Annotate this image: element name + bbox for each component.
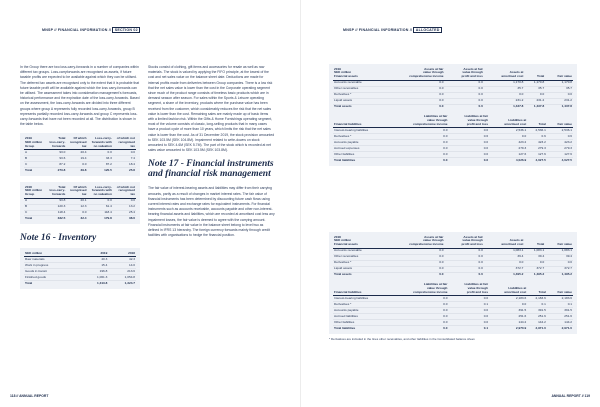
table-cell: 7.4 — [113, 156, 136, 162]
table-cell: 20.4 — [66, 150, 87, 156]
row-label: A — [24, 150, 46, 156]
table-cell: 273.8 — [57, 167, 66, 172]
column-header: Loss-carry- forwards with no valuation — [88, 136, 113, 149]
table-cell: 0.0 — [445, 266, 484, 272]
table-cell: 0.6 — [527, 134, 547, 140]
table-cell: 61.4 — [88, 204, 113, 210]
table-cell: 120.5 — [104, 167, 112, 172]
table-cell: 0.0 — [391, 134, 449, 140]
table-cell: 1,083.1 — [484, 248, 525, 254]
table-cell: 0.0 — [443, 325, 448, 330]
row-label: Interest-bearing liabilities — [333, 128, 391, 134]
table-cell: 0.0 — [383, 260, 444, 266]
table-cell: 0.0 — [383, 266, 444, 272]
table-cell: 0.0 — [448, 152, 489, 158]
fin-instruments-2018-block — [329, 232, 577, 341]
table-row — [24, 216, 136, 221]
row-label: Accrued expenses — [333, 146, 391, 152]
table-cell: 231.2 — [524, 98, 545, 104]
table-cell: 0.0 — [383, 80, 444, 86]
row-label: Accounts receivable — [333, 248, 383, 254]
table-cell: 20.1 — [66, 198, 87, 204]
table-cell: 0.0 — [448, 308, 489, 314]
row-label: B — [24, 156, 46, 162]
table-cell: 4,027.5 — [561, 157, 572, 162]
table-cell: 423.2 — [527, 140, 547, 146]
table-cell: 0.1 — [483, 325, 489, 330]
table-row — [24, 167, 136, 172]
column-header: Assets at fair value through comprehensive income — [383, 235, 444, 248]
row-label: Liquid assets — [333, 266, 383, 272]
table-cell: 332.5 — [57, 216, 66, 221]
table-cell: 39.4 — [524, 254, 545, 260]
row-label: Derivatives * — [333, 302, 391, 308]
table-cell: 372.7 — [484, 266, 525, 272]
table-cell: 0.6 — [547, 134, 573, 140]
table-cell: 40.3 — [81, 257, 109, 263]
table-header-row — [333, 283, 573, 296]
table-cell: 39.8 — [80, 167, 87, 172]
table-cell: 35.7 — [484, 86, 525, 92]
table-cell: 0.0 — [391, 302, 449, 308]
table-cell: 118.4 — [46, 210, 66, 216]
row-label: Total assets — [334, 272, 352, 277]
column-header: Financial liabilities — [333, 115, 391, 128]
page-footer-left: 118 // ANNUAL REPORT — [10, 394, 49, 398]
table-cell: 0.1 — [527, 302, 547, 308]
table-cell: 18.4 — [113, 161, 136, 167]
column-header: Of which recognised tax — [66, 136, 87, 149]
row-label: Other receivables — [333, 86, 383, 92]
column-header: 2018 SEK million Financial assets — [333, 235, 383, 248]
row-label: Accounts payable — [333, 140, 391, 146]
table-cell: 1,437.8 — [533, 104, 545, 109]
fin-liabilities-2019-table — [333, 115, 573, 163]
column-header: Liabilities at amortised cost — [489, 283, 527, 296]
table-cell: 1,083.1 — [545, 248, 573, 254]
row-label: Other receivables — [333, 254, 383, 260]
table-row — [24, 281, 136, 286]
table-header-row — [24, 136, 136, 149]
note-17-title: Note 17 - Financial instruments and financial risk management — [148, 159, 274, 180]
row-label: Accrued liabilities — [333, 314, 391, 320]
row-label: Goods in transit — [24, 269, 81, 275]
column-header: Liabilities at fair value through profit and loss — [448, 115, 489, 128]
page-footer-right: ANNUAL REPORT // 119 — [551, 394, 590, 398]
table-cell: 93.8 — [46, 198, 66, 204]
header-section-link[interactable]: ALLOCATED — [413, 27, 442, 33]
column-header: 2018 — [108, 251, 136, 256]
table-cell: 0.0 — [88, 150, 113, 156]
table-cell: 144.2 — [547, 320, 573, 326]
table-cell: 1,170.8 — [484, 80, 525, 86]
table-cell: 1,054.8 — [108, 275, 136, 281]
column-header: Fair value — [545, 67, 573, 80]
table-cell: 279.3 — [547, 146, 573, 152]
table-cell: 0.0 — [88, 198, 113, 204]
table-cell: 0.0 — [383, 92, 444, 98]
column-header: 2019 SEK million Group — [24, 136, 46, 149]
loss-carry-forward-2019-table — [24, 136, 136, 173]
table-cell: 0.0 — [66, 161, 87, 167]
table-cell: 0.0 — [391, 152, 449, 158]
table-cell: 1,170.8 — [524, 80, 545, 86]
table-cell: 0.0 — [391, 320, 449, 326]
table-cell: 0.0 — [448, 314, 489, 320]
column-header: Assets at fair value through profit and loss — [445, 67, 484, 80]
row-label: Other liabilities — [333, 152, 391, 158]
table-cell: 127.6 — [547, 152, 573, 158]
row-label: Derivatives * — [333, 134, 391, 140]
table-cell: 0.6 — [483, 157, 489, 162]
column-header: Total — [524, 235, 545, 248]
table-cell: 25.8 — [128, 167, 135, 172]
column-header: Liabilities at fair value through comprehensive income — [391, 283, 449, 296]
header-section-link[interactable]: SECTION 02 — [112, 27, 140, 33]
table-cell: 251.6 — [489, 314, 527, 320]
table-cell: 0.0 — [445, 92, 484, 98]
table-cell: 13.2 — [113, 204, 136, 210]
table-cell: 0.6 — [448, 134, 489, 140]
column-header: Total — [524, 67, 545, 80]
column-header: 2019 — [81, 251, 109, 256]
row-label: Derivatives * — [333, 260, 383, 266]
row-label: A — [24, 198, 46, 204]
row-label: Finished goods — [24, 275, 81, 281]
derivatives-footnote: * Derivatives are included in the lines other receivables, and other liabilities in the Consolidated balance sheet. — [329, 336, 476, 341]
table-cell: 39.4 — [484, 254, 525, 260]
running-header-left — [42, 27, 140, 33]
column-header: Total loss-carry- forwards — [46, 185, 66, 198]
header-prefix: MNSP // FINANCIAL INFORMATION // — [343, 28, 413, 32]
row-label: C — [24, 161, 46, 167]
row-label: Accounts payable — [333, 308, 391, 314]
table-cell: 1,437.8 — [513, 104, 524, 109]
table-cell: 0.1 — [448, 302, 489, 308]
table-cell: 2,970.9 — [515, 325, 527, 330]
row-label: B — [24, 204, 46, 210]
column-header: 2019 SEK million Financial assets — [333, 67, 383, 80]
table-cell: 12.3 — [66, 204, 87, 210]
row-label: Total assets — [334, 104, 352, 109]
column-header: SEK million — [24, 251, 81, 256]
table-cell: 15.4 — [81, 263, 109, 269]
row-label: Raw materials — [24, 257, 81, 263]
table-cell: 0.0 — [66, 210, 87, 216]
table-cell: 231.2 — [545, 98, 573, 104]
table-cell: 0.0 — [391, 308, 449, 314]
table-cell: 0.0 — [448, 146, 489, 152]
table-cell: 144.2 — [527, 320, 547, 326]
inventory-table — [24, 251, 136, 286]
column-header: Assets at amortised cost — [484, 235, 525, 248]
table-cell: 2,536.1 — [527, 128, 547, 134]
table-cell: 0.0 — [448, 320, 489, 326]
column-header: Assets at fair value through profit and loss — [445, 235, 484, 248]
column-header: Total — [527, 115, 547, 128]
fin-assets-2018-table — [333, 235, 573, 278]
table-cell: 35.7 — [524, 86, 545, 92]
row-label: Total — [25, 280, 33, 285]
row-label: Total liabilities — [334, 157, 356, 162]
table-header-row — [333, 235, 573, 248]
table-cell: 0.0 — [484, 260, 525, 266]
table-cell: 0.0 — [448, 128, 489, 134]
table-cell: 0.0 — [391, 140, 449, 146]
table-cell: 0.0 — [445, 254, 484, 260]
table-cell: 4,026.9 — [515, 157, 527, 162]
table-cell: 372.7 — [524, 266, 545, 272]
table-cell: 93.6 — [46, 156, 66, 162]
table-cell: 391.5 — [527, 308, 547, 314]
table-cell: 144.2 — [489, 320, 527, 326]
table-cell: 251.6 — [527, 314, 547, 320]
row-label: Derivatives * — [333, 92, 383, 98]
table-cell: 1,170.8 — [545, 80, 573, 86]
table-cell: 4,027.5 — [535, 157, 546, 162]
table-cell: 0.0 — [391, 296, 449, 302]
table-cell: 0.0 — [448, 296, 489, 302]
table-header-row — [333, 67, 573, 80]
column-header: Fair value — [547, 115, 573, 128]
table-cell: 0.0 — [443, 157, 448, 162]
running-header-right — [343, 27, 442, 33]
column-header: Liabilities at fair value through profit and loss — [448, 283, 489, 296]
loss-carry-forward-2019-box — [20, 133, 140, 176]
table-cell: 38.6 — [128, 216, 135, 221]
left-column-2 — [148, 65, 275, 238]
fin-instruments-2018-box — [329, 232, 577, 334]
table-cell: 391.5 — [547, 308, 573, 314]
table-cell: 2,183.6 — [547, 296, 573, 302]
row-label: Total liabilities — [334, 325, 356, 330]
table-cell: 0.0 — [113, 150, 136, 156]
table-cell: 0.0 — [439, 104, 444, 109]
fin-assets-2019-table — [333, 67, 573, 110]
column-header: Loss-carry- forwards with no valuation — [88, 185, 113, 198]
table-cell: 391.5 — [489, 308, 527, 314]
fin-instruments-2019-box — [329, 64, 577, 166]
loss-carry-forward-intro: In the Group there are two loss-carry-forwards in a number of companies within different tax groups. Loss-carryforwards are recognised as assets, if future taxable profits are expected to be available against which they can be utilised. The deferred tax assets are recognised only to the extent that it is probable that future taxable profit will be available against which the loss carry-forwards can be utilised. The assessment takes into consideration management's forecasts, historical performance and the expiration date of the loss-carry-forwards. Based on the assessment, the loss-carry-forwards are divided into three different groups where group A represents fully recorded loss-carry-forwards, group B represents partially recorded loss-carry-forwards and group C represents loss-carry-forwards that have not been recorded at all. The distribution is shown in the table below. — [20, 65, 140, 127]
fin-liabilities-2018-table — [333, 283, 573, 331]
table-cell: 0.0 — [383, 86, 444, 92]
column-header: Liabilities at amortised cost — [489, 115, 527, 128]
table-cell: 0.0 — [524, 92, 545, 98]
table-header-row — [333, 115, 573, 128]
table-cell: 2,971.0 — [561, 325, 572, 330]
financial-instruments-description: The fair value of interest-bearing assets and liabilities may differ from their carrying amounts, partly as a result of changes in market interest rates. The fair value of financial instruments has been determined by discounting future cash flows using current interest rates and exchange rates for equivalent instruments. For financial instruments such as accounts receivable, accounts payable and other non-interest-bearing financial assets and liabilities, which are recorded at amortised cost less any impairment losses, the fair value is deemed to agree with the carrying amount. Financial instruments at fair value in the balance sheet belong to level two as defined in IFRS 13 hierarchy. The foreign currency forwards mainly through credit facilities with organisations to hedge the financial position. — [148, 186, 275, 238]
loss-carry-forward-2018-box — [20, 182, 140, 225]
table-cell: 0.0 — [445, 98, 484, 104]
table-cell: 0.0 — [484, 92, 525, 98]
column-header: Assets at amortised cost — [484, 67, 525, 80]
table-header-row — [24, 185, 136, 198]
column-header: Of which recognised tax — [66, 185, 87, 198]
table-cell: 0.0 — [445, 86, 484, 92]
table-cell: 0.0 — [391, 314, 449, 320]
table-cell: 1,083.1 — [524, 248, 545, 254]
table-cell: 32.4 — [80, 216, 87, 221]
row-label: Other liabilities — [333, 320, 391, 326]
table-cell: 196.8 — [81, 269, 109, 275]
row-label: Interest-bearing liabilities — [333, 296, 391, 302]
table-cell: 87.2 — [46, 161, 66, 167]
table-cell: 14.0 — [108, 263, 136, 269]
table-cell: 423.2 — [547, 140, 573, 146]
column-header: Financial liabilities — [333, 283, 391, 296]
table-cell: 372.7 — [545, 266, 573, 272]
loss-carry-forward-2018-table — [24, 185, 136, 222]
row-label: Work in progress — [24, 263, 81, 269]
table-cell: 2,183.6 — [489, 296, 527, 302]
table-cell: 0.0 — [445, 80, 484, 86]
table-cell: 1,061.3 — [81, 275, 109, 281]
table-cell: 0.0 — [383, 98, 444, 104]
table-cell: 1,495.2 — [533, 272, 545, 277]
table-cell: 19.4 — [66, 156, 87, 162]
table-cell: 279.3 — [489, 146, 527, 152]
table-cell: 42.3 — [108, 257, 136, 263]
table-cell: 0.0 — [113, 198, 136, 204]
table-cell: 0.0 — [545, 260, 573, 266]
table-cell: 251.6 — [547, 314, 573, 320]
table-cell: 423.2 — [489, 140, 527, 146]
table-cell: 127.6 — [489, 152, 527, 158]
table-cell: 93.0 — [46, 150, 66, 156]
column-header: Fair value — [545, 235, 573, 248]
column-header: of which not recognised tax — [113, 185, 136, 198]
table-cell: 0.0 — [439, 272, 444, 277]
column-header: of which not recognised tax — [113, 136, 136, 149]
table-cell: 2,536.1 — [547, 128, 573, 134]
table-cell: 231.2 — [484, 98, 525, 104]
table-cell: 0.0 — [448, 140, 489, 146]
table-cell: 0.0 — [478, 272, 483, 277]
column-header: Assets at fair value through comprehensive income — [383, 67, 444, 80]
table-cell: 118.4 — [88, 210, 113, 216]
row-label: Total — [25, 167, 33, 172]
table-row — [333, 326, 573, 331]
table-cell: 1,437.8 — [561, 104, 572, 109]
table-row — [333, 158, 573, 163]
column-header: 2018 SEK million Group — [24, 185, 46, 198]
table-cell: 0.0 — [524, 260, 545, 266]
inventory-box — [20, 248, 140, 289]
column-header: Total — [527, 283, 547, 296]
table-cell: 0.0 — [445, 260, 484, 266]
table-cell: 213.6 — [108, 269, 136, 275]
table-cell: 0.0 — [478, 104, 483, 109]
row-label: C — [24, 210, 46, 216]
table-cell: 0.0 — [489, 134, 527, 140]
row-label: Total — [25, 216, 33, 221]
table-cell: 87.2 — [88, 161, 113, 167]
table-cell: 0.0 — [391, 146, 449, 152]
right-page — [300, 0, 600, 407]
table-cell: 0.0 — [545, 92, 573, 98]
table-cell: 1,313.8 — [97, 280, 108, 285]
row-label: Liquid assets — [333, 98, 383, 104]
table-cell: 1,495.2 — [513, 272, 524, 277]
table-cell: 0.0 — [383, 254, 444, 260]
table-cell: 179.8 — [104, 216, 112, 221]
table-cell: 1,495.2 — [561, 272, 572, 277]
table-cell: 1,324.7 — [124, 280, 135, 285]
table-cell: 33.3 — [88, 156, 113, 162]
left-column-1 — [20, 65, 140, 289]
table-cell: 0.0 — [445, 248, 484, 254]
table-cell: 0.0 — [391, 128, 449, 134]
header-prefix: MNSP // FINANCIAL INFORMATION // — [42, 28, 112, 32]
table-cell: 2,183.6 — [527, 296, 547, 302]
table-cell: 39.4 — [545, 254, 573, 260]
table-cell: 2,536.1 — [489, 128, 527, 134]
table-cell: 0.1 — [547, 302, 573, 308]
table-cell: 127.6 — [527, 152, 547, 158]
table-cell: 35.7 — [545, 86, 573, 92]
inventory-description: Stocks consist of clothing, gift items and accessories for resale as well as raw materials. The stock is valued by applying the FIFO principle, at the lowest of the cost and net sales value on the balance sheet date. Deductions are made for internal profits made from deliveries between Group companies. There is a low risk that the net sales value is lower than the cost in the Corporate operating segment since much of the product range consists of timeless basic products which are in demand season after season. For sales within the Sports & Leisure operating segment, a share of the inventory, products where the purchase value has been received from the customer, which considerably reduces the risk that the net sales value is lower than the cost. Remaining sales are mainly made up of basic items with a limited fashion risk. Within the Gifts & Home Furnishings operating segment, most of the volume consists of classic, long-selling products that in many cases have a product cycle of more than 10 years, which limits the risk that the net sales value is lower than the cost. As of 31 December 2019, the stock provision amounted to SEK 103.5M (SEK 104.8M). Impairment related to write-downs on stock amounted to SEK 4.6M (SEK 5.7M). The part of the stock which is recorded at net sales value amounted to SEK 103.5M (SEK 103.8M). — [148, 65, 275, 153]
column-header: Liabilities at fair value through comprehensive income — [391, 115, 449, 128]
table-cell: 25.4 — [113, 210, 136, 216]
table-cell: 279.3 — [527, 146, 547, 152]
table-cell: 2,971.0 — [535, 325, 546, 330]
note-16-title: Note 16 - Inventory — [20, 233, 97, 244]
table-cell: 0.0 — [383, 248, 444, 254]
column-header: Total loss-carry- forwards — [46, 136, 66, 149]
table-cell: 0.0 — [489, 302, 527, 308]
column-header: Fair value — [547, 283, 573, 296]
table-cell: 120.3 — [46, 204, 66, 210]
row-label: Accounts receivable — [333, 80, 383, 86]
fin-instruments-2019-block — [329, 64, 577, 166]
